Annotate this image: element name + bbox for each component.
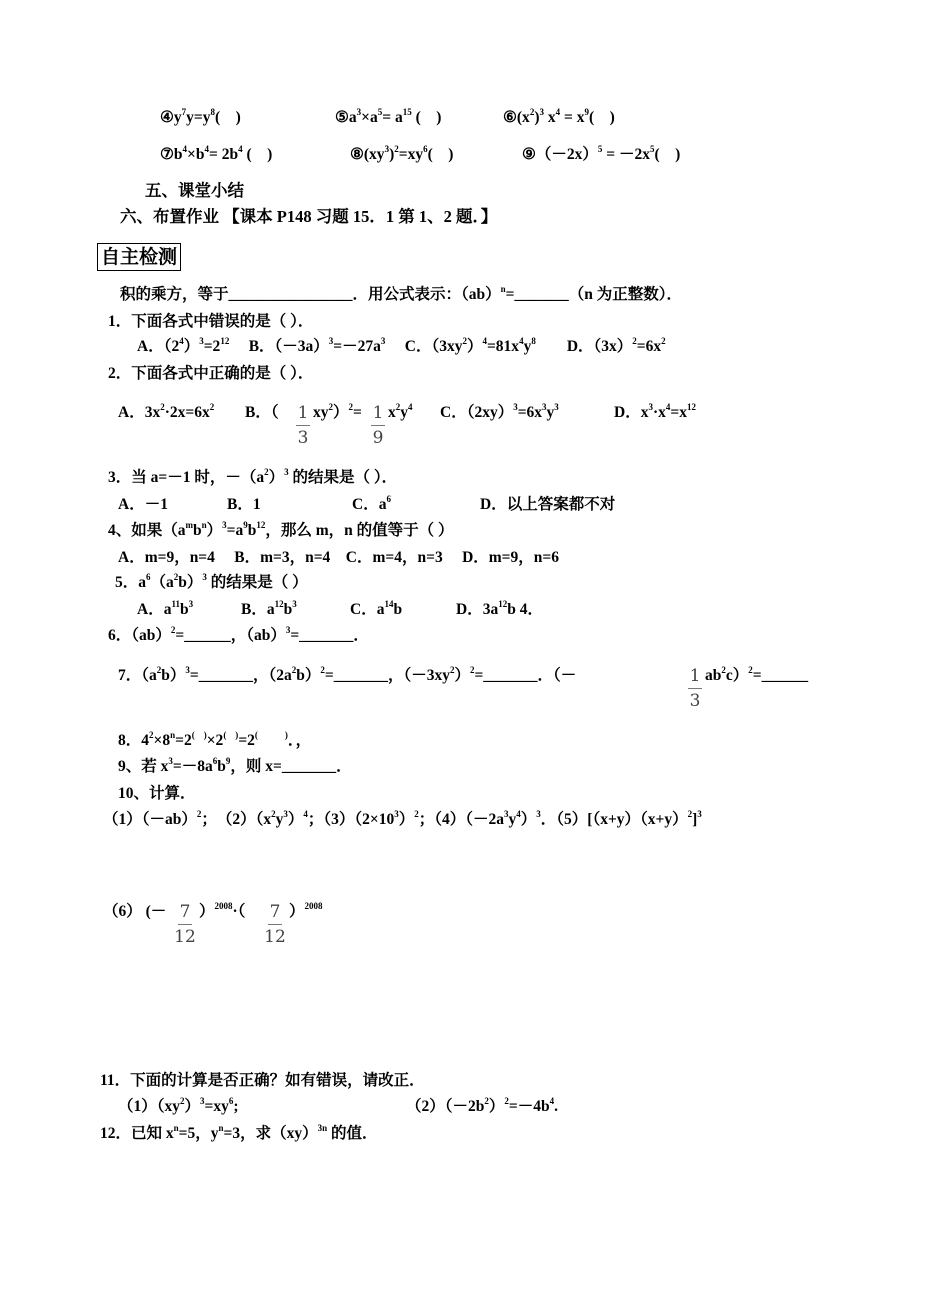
intro-line: 积的乘方，等于________________．用公式表示：（ab）$^n$=_______（n 为正整数）． — [120, 284, 682, 303]
q2-option-a: A．$3x^2\cdot 2x=6x^2$ — [118, 402, 215, 421]
exercise-6: $⑥(x^2)^3$ $x^4 = x^9$( ) — [503, 107, 615, 126]
q5-option-d: D．$3a^{12}b$ 4． — [456, 599, 543, 618]
q2-option-d: D．$x^3\cdot x^4=x^{12}$ — [614, 402, 696, 421]
section-summary: 五、课堂小结 — [145, 181, 244, 200]
q12-line: 12．已知 $x^n=5$，$y^n=3$，求（xy）$^{3n}$ 的值． — [100, 1123, 378, 1142]
q10-items: $(1)(-ab)^2$； $(2)(x^2y^3)^4$；$(3)(2\times 10^3)^2$；$(4)(-2a^3y^4)^3$．$(5)[(x+y)(x+y)^2]^3$ — [103, 809, 702, 828]
q2-fraction-1: 1 3 — [297, 403, 309, 448]
self-check-title: 自主检测 — [97, 243, 181, 271]
q2-fraction-2: 1 9 — [372, 403, 384, 448]
q1-stem: 1．下面各式中错误的是（ ）． — [108, 313, 314, 330]
q5-stem: 5．$a^6(a^2b)^3$ 的结果是（ ） — [115, 572, 308, 591]
q3-option-d: D．以上答案都不对 — [480, 496, 616, 513]
q10-item6-mid: ）$^{2008}$·（ — [199, 901, 246, 920]
exercise-8: $⑧(xy^3)^2=xy^6$( ) — [350, 144, 454, 163]
exercise-4: $④y^7y=y^8$( ) — [160, 107, 241, 126]
q5-option-a: A．$a^{11}b^3$ — [137, 599, 194, 618]
q10-item6-post: ）$^{2008}$ — [289, 901, 323, 920]
q6-line: 6．（ab）$^2$=______，（ab）$^3$=_______． — [108, 625, 369, 644]
q2-option-c: C．$(2xy)^3=6x^3y^3$ — [440, 402, 559, 421]
section-homework: 六、布置作业 【课本 P148 习题 15．1 第 1、2 题．】 — [120, 207, 498, 226]
q4-stem: 4、如果$(a^mb^n)^3=a^9b^{12}$，那么 m，n 的值等于（ ） — [108, 520, 454, 539]
q10-item6-fraction-1: 7 12 — [174, 902, 196, 947]
q3-option-c: C．$a^6$ — [352, 494, 391, 513]
q10-stem: 10、计算． — [118, 785, 196, 802]
exercise-9: $⑨(-2x)^5 = -2x^5$( ) — [522, 144, 681, 163]
q11-item1: $(1)(xy^2)^3=xy^6$; — [118, 1096, 239, 1115]
q11-stem: 11．下面的计算是否正确？如有错误，请改正． — [100, 1072, 425, 1089]
q2-option-b-pre: B．（ — [245, 404, 279, 421]
q5-option-c: C．$a^{14}b$ — [350, 599, 403, 618]
q4-options: A．m=9，n=4 B．m=3，n=4 C．m=4，n=3 D．m=9，n=6 — [118, 549, 559, 566]
q9-line: 9、若 $x^3=-8a^6b^9$，则 x=_______． — [118, 756, 352, 775]
q11-item2: $(2)(-2b^2)^2=-4b^4$. — [406, 1096, 558, 1115]
q5-option-b: B．$a^{12}b^3$ — [241, 599, 297, 618]
exercise-7: $⑦b^4\times b^4= 2b^4$ ( ) — [160, 144, 273, 163]
q3-stem: 3．当 a=－1 时，$-(a^2)^3$ 的结果是（ ）． — [108, 467, 398, 486]
q7-fraction: 1 3 — [689, 666, 701, 711]
q10-item6-pre: （6） (－ — [103, 903, 167, 920]
q3-option-b: B．1 — [227, 496, 261, 513]
q7-tail: $ab^2c)^2=\_\_\_\_\_\_$ — [705, 665, 809, 684]
q2-option-b-mid: $xy^2)^2=$ — [313, 402, 362, 421]
q7-main: 7．$(a^2b)^3=\_\_\_\_\_\_\_$，$(2a^2b)^2=\_\_\_\_\_\_\_$，$(-3xy^2)^2=\_\_\_\_\_\_\_$．（－ — [118, 665, 577, 684]
exercise-5: $⑤a^3\times a^5= a^{15}$ ( ) — [335, 107, 442, 126]
q3-option-a: A．－1 — [118, 496, 168, 513]
q2-stem: 2．下面各式中正确的是（ ）． — [108, 365, 314, 382]
q8-line: 8．$4^2\times 8^n=2^{( )}\times 2^{( )}=2^{( )}$．， — [118, 730, 312, 749]
q2-option-b-post: $x^2y^4$ — [388, 402, 413, 421]
q1-options: A．$(2^4)^3=2^{12}$ B．$(-3a)^3=-27a^3$ C．$(3xy^2)^4=81x^4y^8$ D．$(3x)^2=6x^2$ — [137, 336, 666, 355]
q10-item6-fraction-2: 7 12 — [264, 902, 286, 947]
